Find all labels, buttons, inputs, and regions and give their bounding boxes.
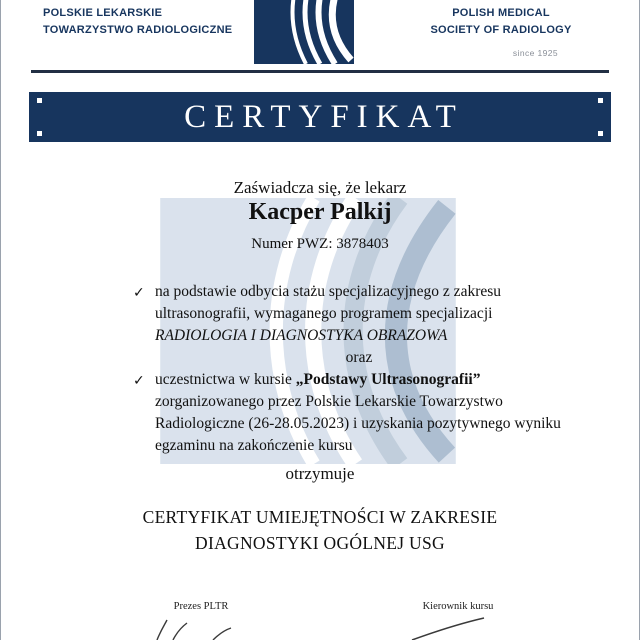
- receives-word: otrzymuje: [285, 464, 355, 483]
- org-name-polish-line1: POLSKIE LEKARSKIE: [43, 7, 163, 19]
- checkmark-icon: ✓: [133, 373, 145, 389]
- certificate-title: CERTYFIKAT: [184, 99, 464, 135]
- banner-corner-mark: [598, 98, 603, 103]
- banner-corner-mark: [598, 131, 603, 136]
- award-title-line1: CERTYFIKAT UMIEJĘTNOŚCI W ZAKRESIE: [142, 507, 498, 527]
- connector-word: oraz: [345, 349, 373, 366]
- program-name: RADIOLOGIA I DIAGNOSTYKA OBRAZOWA: [155, 327, 448, 344]
- checkmark-icon: ✓: [133, 285, 145, 301]
- signature-president: [139, 614, 264, 640]
- signature-label-course-director: Kierownik kursu: [422, 601, 494, 612]
- society-logo-icon: [254, 0, 354, 64]
- license-number: Numer PWZ: 3878403: [251, 236, 389, 252]
- signature-course-director: [406, 610, 501, 640]
- org-name-english-line1: POLISH MEDICAL: [452, 7, 550, 19]
- signature-label-president: Prezes PLTR: [173, 601, 229, 612]
- header-divider: [31, 70, 609, 73]
- course-title: „Podstawy Ultrasonografii”: [295, 371, 481, 388]
- certificate-banner: [29, 92, 611, 142]
- award-title: [1, 504, 639, 556]
- condition-text: uczestnictwa w kursie: [155, 371, 296, 388]
- org-name-polish-line2: TOWARZYSTWO RADIOLOGICZNE: [43, 24, 233, 36]
- conditions-list: [131, 281, 563, 457]
- org-name-english: [416, 5, 586, 62]
- since-label: since 1925: [512, 48, 558, 58]
- recipient-name: Kacper Palkij: [248, 199, 392, 225]
- condition-text: zorganizowanego przez Polskie Lekarskie Towarzystwo Radiologiczne (26-28.05.2023) i uzyskania pozytywnego wyniku egzaminu na zakończenie kursu: [155, 393, 561, 454]
- banner-corner-mark: [37, 98, 42, 103]
- attestation-intro: Zaświadcza się, że lekarz: [233, 178, 407, 197]
- org-name-english-line2: SOCIETY OF RADIOLOGY: [430, 24, 572, 36]
- condition-text: na podstawie odbycia stażu specjalizacyjnego z zakresu ultrasonografii, wymaganego programem specjalizacji: [155, 283, 502, 322]
- condition-item-course: [131, 369, 563, 457]
- banner-corner-mark: [37, 131, 42, 136]
- award-title-line2: DIAGNOSTYKI OGÓLNEJ USG: [195, 533, 445, 553]
- org-name-polish: [43, 5, 232, 39]
- condition-item-internship: [131, 281, 563, 369]
